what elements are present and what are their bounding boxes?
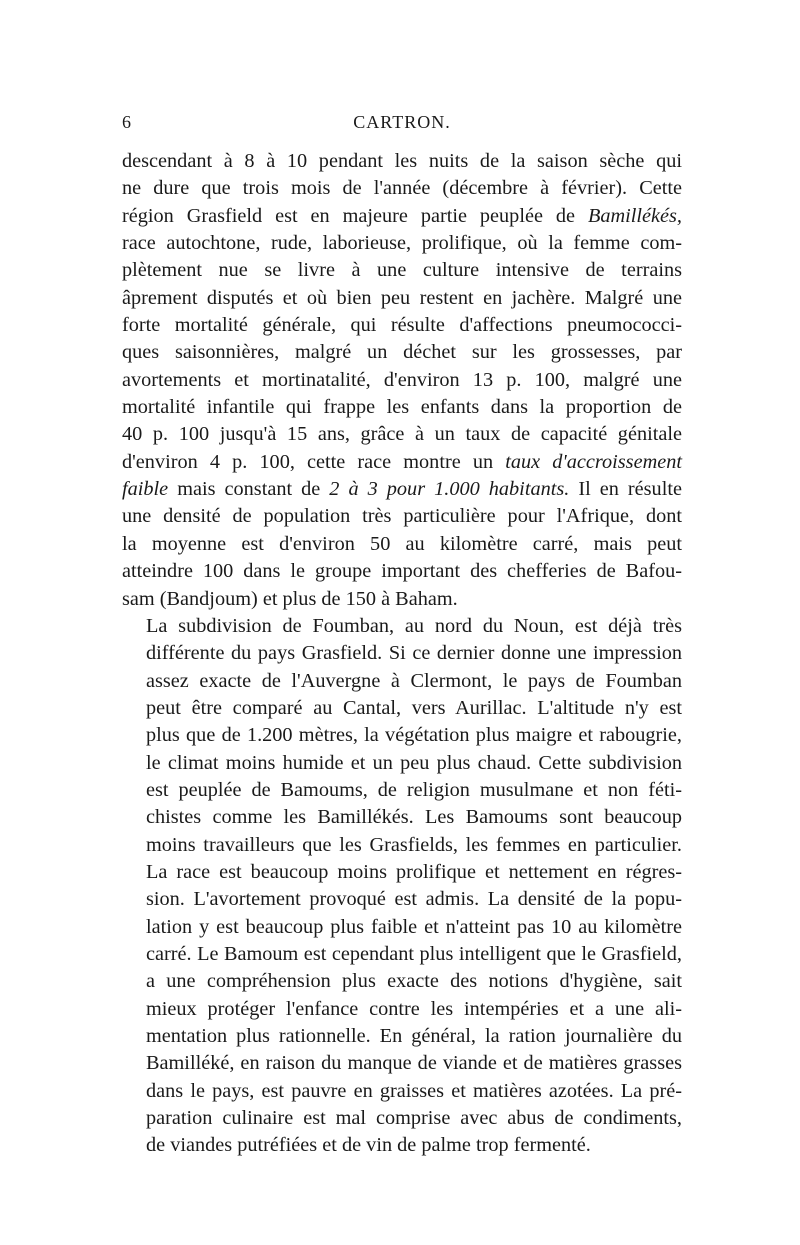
text-line: avortements et mortinatalité, d'environ 13 p. 100, malgré une <box>122 368 682 391</box>
running-head <box>122 112 682 140</box>
text-line: atteindre 100 dans le groupe important des chefferies de Bafou- <box>122 560 682 583</box>
italic-term: taux d'accroissement <box>505 450 682 473</box>
text-segment: mais constant de <box>168 478 330 501</box>
text-line: 40 p. 100 jusqu'à 15 ans, grâce à un taux de capacité génitale <box>122 423 682 446</box>
text-line: la moyenne est d'environ 50 au kilomètre carré, mais peut <box>122 532 682 555</box>
page-number: 6 <box>122 112 132 132</box>
italic-term: faible <box>122 478 169 501</box>
text-segment: région Grasfield est en majeure partie peuplée de <box>122 204 588 227</box>
text-line: paration culinaire est mal comprise avec abus de condiments, <box>146 1107 682 1130</box>
text-line: mortalité infantile qui frappe les enfants dans la proportion de <box>122 396 682 419</box>
text-line: est peuplée de Bamoums, de religion musulmane et non féti- <box>146 778 682 801</box>
text-line: lation y est beaucoup plus faible et n'atteint pas 10 au kilomètre <box>146 915 682 938</box>
text-segment: d'environ 4 p. 100, cette race montre un <box>122 450 506 473</box>
paragraph-1 <box>122 148 682 613</box>
text-line: peut être comparé au Cantal, vers Aurillac. L'altitude n'y est <box>146 696 682 719</box>
text-line: plètement nue se livre à une culture intensive de terrains <box>122 259 682 282</box>
text-line <box>122 476 682 503</box>
text-line: La subdivision de Foumban, au nord du Noun, est déjà très <box>146 614 682 637</box>
text-line: moins travailleurs que les Grasfields, les femmes en particulier. <box>146 833 682 856</box>
italic-term: 2 à 3 pour 1.000 habitants. <box>329 478 570 501</box>
text-line: sam (Bandjoum) et plus de 150 à Baham. <box>122 587 458 610</box>
text-line: mieux protéger l'enfance contre les intempéries et a une ali- <box>146 997 682 1020</box>
text-line: ques saisonnières, malgré un déchet sur les grossesses, par <box>122 341 682 364</box>
body-text <box>122 148 682 1160</box>
document-page <box>122 112 682 1160</box>
text-line: différente du pays Grasfield. Si ce dernier donne une impression <box>146 642 682 665</box>
text-line: mentation plus rationnelle. En général, la ration journalière du <box>146 1025 682 1047</box>
text-line: carré. Le Bamoum est cependant plus intelligent que le Grasfield, <box>146 942 682 965</box>
text-line: race autochtone, rude, laborieuse, prolifique, où la femme com- <box>122 232 682 255</box>
text-line: a une compréhension plus exacte des notions d'hygiène, sait <box>146 970 682 993</box>
text-line: dans le pays, est pauvre en graisses et matières azotées. La pré- <box>146 1079 682 1102</box>
text-line: chistes comme les Bamillékés. Les Bamoums sont beaucoup <box>146 806 682 829</box>
text-line: âprement disputés et où bien peu restent en jachère. Malgré une <box>122 286 682 309</box>
paragraph-2 <box>122 613 682 1160</box>
text-line: Bamilléké, en raison du manque de viande et de matières grasses <box>146 1052 682 1075</box>
italic-term: Bamillékés, <box>587 204 682 227</box>
text-segment: Il en résulte <box>569 478 682 501</box>
text-line: de viandes putréfiées et de vin de palme trop fermenté. <box>146 1134 591 1157</box>
text-line <box>122 449 682 476</box>
text-line: forte mortalité générale, qui résulte d'affections pneumococci- <box>122 314 682 337</box>
running-title: CARTRON. <box>353 112 451 132</box>
text-line: ne dure que trois mois de l'année (décembre à février). Cette <box>122 177 682 200</box>
text-line: une densité de population très particulière pour l'Afrique, dont <box>122 505 682 528</box>
text-line: sion. L'avortement provoqué est admis. La densité de la popu- <box>146 888 682 911</box>
text-line <box>122 203 682 230</box>
text-line: assez exacte de l'Auvergne à Clermont, le pays de Foumban <box>146 669 682 692</box>
text-line: plus que de 1.200 mètres, la végétation plus maigre et rabougrie, <box>146 724 682 747</box>
text-line: le climat moins humide et un peu plus chaud. Cette subdivision <box>146 751 682 774</box>
text-line: descendant à 8 à 10 pendant les nuits de la saison sèche qui <box>122 150 682 172</box>
text-line: La race est beaucoup moins prolifique et nettement en régres- <box>146 860 682 883</box>
